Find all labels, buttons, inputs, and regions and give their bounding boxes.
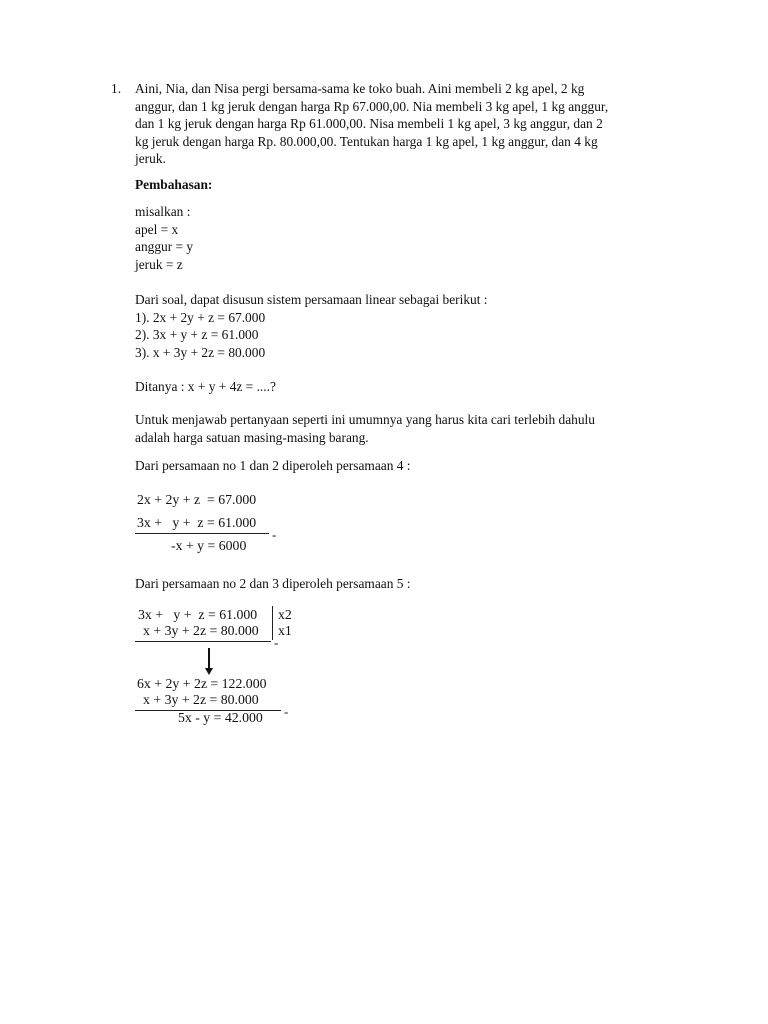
- variable-line: anggur = y: [135, 239, 194, 254]
- solution-heading: Pembahasan:: [135, 177, 213, 192]
- problem-line: anggur, dan 1 kg jeruk dengan harga Rp 67.000,00. Nia membeli 3 kg apel, 1 kg anggur,: [135, 98, 609, 114]
- problem-line: jeruk.: [135, 151, 166, 166]
- problem-text: [135, 80, 675, 168]
- equation-system: [135, 291, 488, 361]
- step2-result: 5x - y = 42.000: [178, 710, 263, 725]
- equation-line: 3). x + 3y + 2z = 80.000: [135, 344, 266, 360]
- step1-eq1: 2x + 2y + z = 67.000: [137, 492, 257, 507]
- explanation-line: Untuk menjawab pertanyaan seperti ini umumnya yang harus kita cari terlebih dahulu: [135, 412, 595, 427]
- explanation-text: [135, 411, 595, 446]
- minus-sign: -: [272, 527, 277, 542]
- subtraction-line: [135, 533, 269, 534]
- system-intro: Dari soal, dapat disusun sistem persamaan linear sebagai berikut :: [135, 292, 488, 307]
- multiplier-2: x1: [278, 623, 292, 638]
- multiplier-1: x2: [278, 607, 292, 622]
- step2-eq2: x + 3y + 2z = 80.000: [143, 623, 259, 638]
- problem-line: dan 1 kg jeruk dengan harga Rp 61.000,00. Nisa membeli 1 kg apel, 3 kg anggur, dan 2: [135, 116, 603, 131]
- step1-eq2: 3x + y + z = 61.000: [137, 515, 257, 530]
- variable-definitions: [135, 203, 193, 273]
- step2-eq4: x + 3y + 2z = 80.000: [143, 692, 259, 707]
- down-arrow-icon: [208, 648, 210, 669]
- arrow-head-icon: [205, 668, 213, 675]
- step1-intro: Dari persamaan no 1 dan 2 diperoleh persamaan 4 :: [135, 458, 411, 473]
- subtraction-line: [135, 641, 271, 642]
- step2-intro: Dari persamaan no 2 dan 3 diperoleh persamaan 5 :: [135, 576, 411, 591]
- variable-line: misalkan :: [135, 204, 191, 219]
- equation-line: 1). 2x + 2y + z = 67.000: [135, 309, 266, 325]
- step2-eq3: 6x + 2y + 2z = 122.000: [137, 676, 267, 691]
- equation-line: 2). 3x + y + z = 61.000: [135, 327, 259, 342]
- multiplier-bar: [272, 606, 273, 640]
- problem-number: 1.: [111, 81, 122, 96]
- step1-result: -x + y = 6000: [171, 538, 247, 553]
- variable-line: apel = x: [135, 221, 179, 237]
- explanation-line: adalah harga satuan masing-masing barang.: [135, 429, 369, 445]
- problem-line: kg jeruk dengan harga Rp. 80.000,00. Tentukan harga 1 kg apel, 1 kg anggur, dan 4 kg: [135, 133, 598, 149]
- question-text: Ditanya : x + y + 4z = ....?: [135, 379, 276, 394]
- minus-sign: -: [274, 635, 279, 650]
- step2-eq1: 3x + y + z = 61.000: [138, 607, 258, 622]
- minus-sign: -: [284, 704, 289, 719]
- problem-line: Aini, Nia, dan Nisa pergi bersama-sama ke toko buah. Aini membeli 2 kg apel, 2 kg: [135, 81, 585, 96]
- variable-line: jeruk = z: [135, 256, 183, 272]
